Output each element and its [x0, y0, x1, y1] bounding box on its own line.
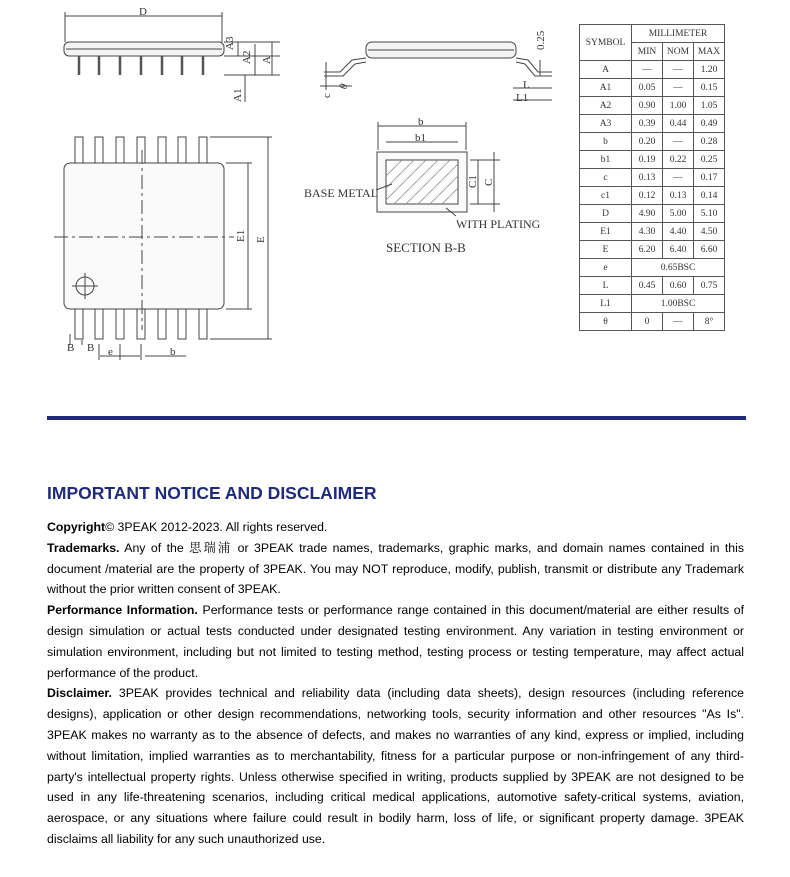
max-cell: 0.25: [694, 151, 725, 169]
section-marker-b-left: B: [67, 342, 75, 354]
trademarks-label: Trademarks.: [47, 540, 120, 555]
symbol-cell: b: [580, 133, 632, 151]
dim-label-gauge: 0.25: [535, 30, 547, 50]
min-cell: 4.90: [632, 205, 663, 223]
symbol-cell: E: [580, 241, 632, 259]
bsc-value-cell: 0.65BSC: [632, 259, 725, 277]
min-cell: 0.90: [632, 97, 663, 115]
nom-cell: 0.22: [663, 151, 694, 169]
dimension-table: [579, 24, 725, 331]
symbol-cell: b1: [580, 151, 632, 169]
nom-cell: 1.00: [663, 97, 694, 115]
symbol-header: SYMBOL: [580, 25, 632, 61]
symbol-cell: L: [580, 277, 632, 295]
copyright-paragraph: [47, 517, 744, 538]
min-cell: 6.20: [632, 241, 663, 259]
table-row: [580, 133, 725, 151]
symbol-cell: θ: [580, 313, 632, 331]
nom-cell: 6.40: [663, 241, 694, 259]
section-b-b-view: [376, 122, 500, 216]
trademarks-paragraph: [47, 538, 744, 600]
performance-text: Performance tests or performance range contained in this document/material are either results of design simulation or actual tests conducted under designated testing environment. Any variation in testing environment or simulation environment, including but not limited to testing method, testing process or testing temperature, may affect actual performance of the product.: [47, 603, 744, 680]
symbol-cell: e: [580, 259, 632, 277]
disclaimer-paragraph: [47, 683, 744, 849]
dim-label-b: b: [418, 116, 424, 128]
bsc-value-cell: 1.00BSC: [632, 295, 725, 313]
disclaimer-text: 3PEAK provides technical and reliability data (including data sheets), design resources (including reference designs), application or other design recommendations, networking tools, security information and other resources "As Is". 3PEAK makes no warranty as to the absence of defects, and makes no warranties of any kind, express or implied, including without limitation, implied warranties as to merchantability, fitness for a particular purpose or non-infringement of any third-party's intellectual property rights. Unless otherwise specified in writing, products supplied by 3PEAK are not designed to be used in any life-threatening scenarios, including critical medical applications, automotive safety-critical systems, aviation, aerospace, or any situations where failure could result in bodily harm, loss of life, or significant property damage. 3PEAK disclaims all liability for any such unauthorized use.: [47, 686, 744, 846]
section-b-b-label: SECTION B-B: [386, 240, 466, 255]
table-row: [580, 223, 725, 241]
nom-cell: —: [663, 61, 694, 79]
min-cell: 0.39: [632, 115, 663, 133]
nom-cell: —: [663, 79, 694, 97]
table-row: [580, 277, 725, 295]
dim-label-b-bottom: b: [170, 346, 176, 358]
unit-header: MILLIMETER: [632, 25, 725, 43]
table-row: [580, 61, 725, 79]
dim-label-L: L: [523, 79, 530, 91]
dim-label-C: C: [483, 178, 495, 186]
section-divider: [47, 416, 746, 420]
notice-body: [47, 517, 744, 850]
symbol-cell: L1: [580, 295, 632, 313]
min-cell: 0.13: [632, 169, 663, 187]
section-marker-b-right: B: [87, 342, 95, 354]
min-cell: 0.45: [632, 277, 663, 295]
dim-label-L1: L1: [516, 92, 529, 104]
max-cell: 6.60: [694, 241, 725, 259]
max-cell: 1.05: [694, 97, 725, 115]
nom-cell: 5.00: [663, 205, 694, 223]
table-row: [580, 115, 725, 133]
dim-label-A3: A3: [224, 36, 236, 50]
symbol-cell: D: [580, 205, 632, 223]
dim-label-E: E: [255, 236, 267, 243]
max-cell: 0.15: [694, 79, 725, 97]
max-cell: 1.20: [694, 61, 725, 79]
min-cell: 0: [632, 313, 663, 331]
min-cell: 0.05: [632, 79, 663, 97]
table-row: [580, 151, 725, 169]
max-cell: 0.28: [694, 133, 725, 151]
with-plating-label: WITH PLATING: [456, 217, 541, 231]
max-cell: 8°: [694, 313, 725, 331]
nom-cell: —: [663, 313, 694, 331]
min-cell: 0.12: [632, 187, 663, 205]
table-row: [580, 169, 725, 187]
dim-label-D: D: [139, 6, 147, 18]
top-view: [54, 137, 272, 360]
copyright-label: Copyright: [47, 520, 106, 534]
dim-label-e: e: [108, 346, 113, 358]
nom-cell: 0.44: [663, 115, 694, 133]
dim-label-C1: C1: [467, 175, 479, 188]
symbol-cell: A3: [580, 115, 632, 133]
dim-label-b1: b1: [415, 132, 426, 144]
table-row: [580, 97, 725, 115]
max-cell: 5.10: [694, 205, 725, 223]
trademarks-text: Any of the 思瑞浦 or 3PEAK trade names, trademarks, graphic marks, and domain names contained in this document /material are the property of 3PEAK. You may NOT reproduce, modify, publish, transmit or distribute any Trademark without the prior written consent of 3PEAK.: [47, 540, 744, 597]
min-cell: 4.30: [632, 223, 663, 241]
dim-label-E1: E1: [235, 229, 247, 242]
symbol-cell: A: [580, 61, 632, 79]
performance-paragraph: [47, 600, 744, 683]
nom-cell: —: [663, 133, 694, 151]
notice-title: IMPORTANT NOTICE AND DISCLAIMER: [47, 483, 377, 503]
max-cell: 0.17: [694, 169, 725, 187]
symbol-cell: A1: [580, 79, 632, 97]
table-row: [580, 79, 725, 97]
min-cell: 0.19: [632, 151, 663, 169]
min-cell: 0.20: [632, 133, 663, 151]
min-header: MIN: [632, 43, 663, 61]
dim-label-A2: A2: [241, 50, 253, 64]
table-row: [580, 187, 725, 205]
table-row: [580, 259, 725, 277]
max-cell: 0.75: [694, 277, 725, 295]
table-row: [580, 241, 725, 259]
max-header: MAX: [694, 43, 725, 61]
min-cell: —: [632, 61, 663, 79]
dim-label-c: c: [321, 93, 333, 98]
max-cell: 0.49: [694, 115, 725, 133]
base-metal-label: BASE METAL: [304, 186, 379, 200]
dim-label-theta: θ: [337, 81, 351, 92]
nom-cell: 0.60: [663, 277, 694, 295]
nom-cell: 0.13: [663, 187, 694, 205]
max-cell: 4.50: [694, 223, 725, 241]
performance-label: Performance Information.: [47, 603, 198, 618]
table-row: [580, 295, 725, 313]
symbol-cell: E1: [580, 223, 632, 241]
nom-cell: 4.40: [663, 223, 694, 241]
table-row: [580, 205, 725, 223]
copyright-text: © 3PEAK 2012-2023. All rights reserved.: [105, 520, 328, 534]
nom-cell: —: [663, 169, 694, 187]
symbol-cell: c: [580, 169, 632, 187]
max-cell: 0.14: [694, 187, 725, 205]
dim-label-A1: A1: [232, 88, 244, 102]
symbol-cell: A2: [580, 97, 632, 115]
nom-header: NOM: [663, 43, 694, 61]
symbol-cell: c1: [580, 187, 632, 205]
table-row: [580, 313, 725, 331]
disclaimer-label: Disclaimer.: [47, 686, 112, 701]
dim-label-A: A: [261, 56, 273, 64]
